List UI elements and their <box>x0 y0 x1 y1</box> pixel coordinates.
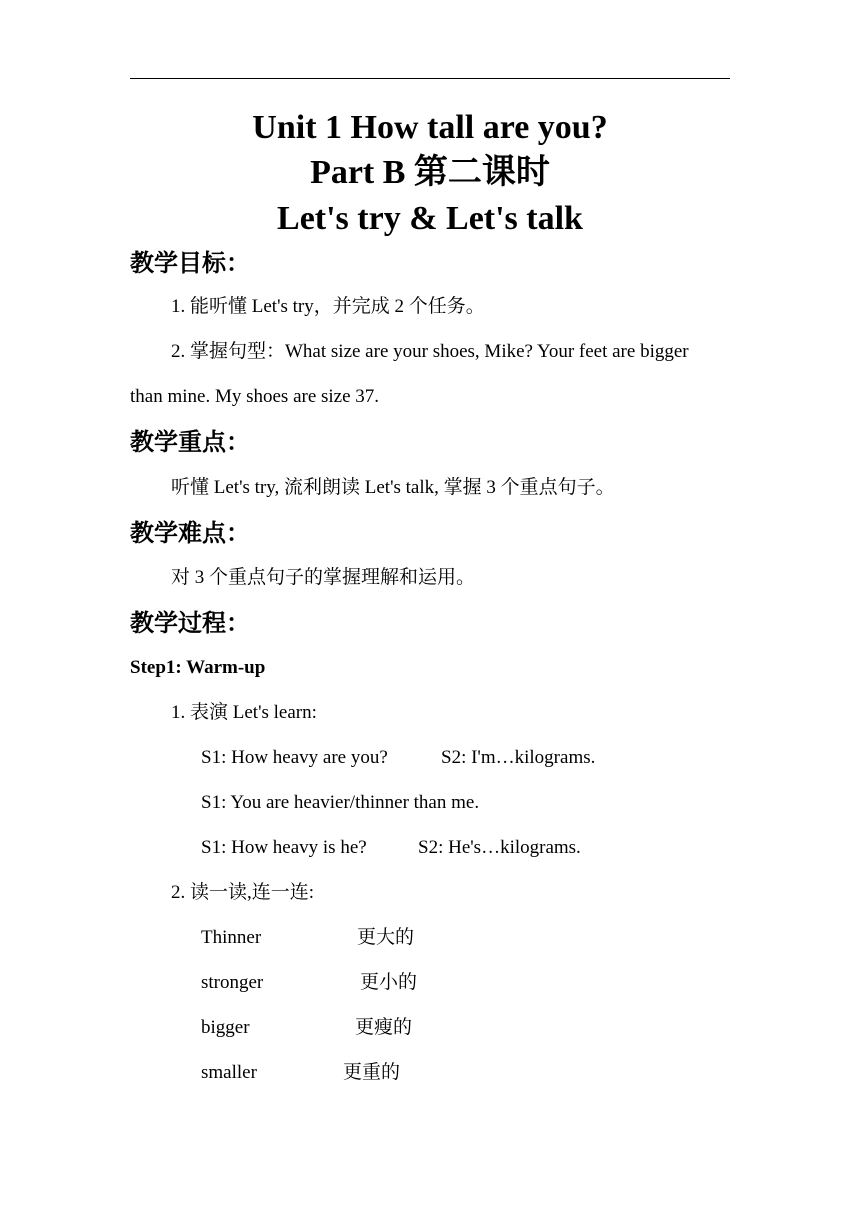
objectives-heading: 教学目标： <box>130 249 250 277</box>
match-zh-1: 更大的 <box>357 927 415 948</box>
match-zh-3: 更瘦的 <box>355 1017 413 1038</box>
dialog-1-s1: S1: How heavy are you? <box>201 747 388 768</box>
objective-item-1: 1. 能听懂 Let's try，并完成 2 个任务。 <box>171 296 485 317</box>
match-en-3: bigger <box>201 1017 250 1038</box>
title-line-3: Let's try & Let's talk <box>277 200 583 237</box>
title-line-1: Unit 1 How tall are you? <box>252 109 608 146</box>
process-item-2: 2. 读一读,连一连: <box>171 882 315 903</box>
key-points-text: 听懂 Let's try, 流利朗读 Let's talk, 掌握 3 个重点句子。 <box>171 477 615 498</box>
key-points-heading: 教学重点： <box>130 428 250 456</box>
dialog-2: S1: You are heavier/thinner than me. <box>201 792 480 813</box>
header-rule <box>130 78 730 79</box>
objective-item-2-cont: than mine. My shoes are size 37. <box>130 386 380 407</box>
difficulties-text: 对 3 个重点句子的掌握理解和运用。 <box>171 567 476 588</box>
dialog-3-s1: S1: How heavy is he? <box>201 837 367 858</box>
process-item-1: 1. 表演 Let's learn: <box>171 702 317 723</box>
dialog-3-s2: S2: He's…kilograms. <box>418 837 581 858</box>
match-en-1: Thinner <box>201 927 262 948</box>
match-zh-2: 更小的 <box>360 972 418 993</box>
objective-item-2: 2. 掌握句型：What size are your shoes, Mike? Your feet are bigger <box>171 341 689 362</box>
title-line-2: Part B 第二课时 <box>310 154 550 191</box>
dialog-1-s2: S2: I'm…kilograms. <box>441 747 596 768</box>
match-zh-4: 更重的 <box>343 1062 401 1083</box>
difficulties-heading: 教学难点： <box>130 519 250 547</box>
process-heading: 教学过程： <box>130 609 250 637</box>
match-en-4: smaller <box>201 1062 257 1083</box>
step1-label: Step1: Warm-up <box>130 657 266 678</box>
match-en-2: stronger <box>201 972 264 993</box>
